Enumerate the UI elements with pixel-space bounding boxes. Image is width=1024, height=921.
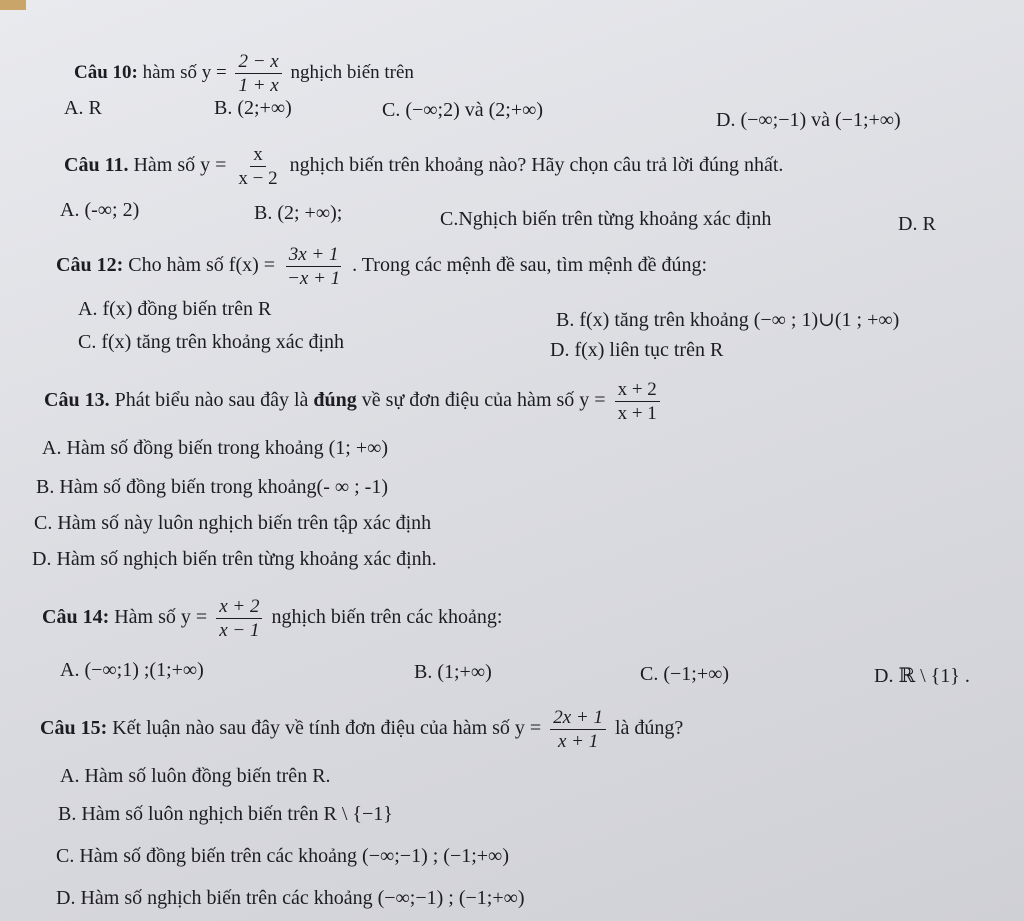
answer-c: C. (−1;+∞) [640,663,730,685]
fraction: $\frac{2 - x}{1 + x}$ [235,52,281,95]
answer-b: B. (2;+∞) [214,97,292,119]
fraction: $\frac{x + 2}{x - 1}$ [216,597,262,640]
answer-d: D. (−∞;−1) và (−1;+∞) [716,109,901,131]
paper-corner [0,0,26,10]
answer-a: A. (-∞; 2) [60,199,140,221]
question-15: Câu 15: Kết luận nào sau đây về tính đơn điệu của hàm số y = $\frac{2x + 1}{x + 1}$ là đúng? [40,707,684,752]
fraction: $\frac{2x + 1}{x + 1}$ [550,708,606,751]
question-12: Câu 12: Cho hàm số f(x) = $\frac{3x + 1}{-x + 1}$ . Trong các mệnh đề sau, tìm mệnh đề đúng: [56,244,708,289]
answer-a: A. f(x) đồng biến trên R [78,298,272,320]
fraction: $\frac{x}{x - 2}$ [238,144,278,189]
answer-c: C. (−∞;2) và (2;+∞) [382,99,544,121]
answer-d: D. R [898,213,936,235]
answer-c: C.Nghịch biến trên từng khoảng xác định [440,208,772,230]
fraction: $\frac{x + 2}{x + 1}$ [615,380,660,423]
answer-a: A. R [64,97,102,119]
answer-b: B. (1;+∞) [414,661,492,683]
answer-a: A. (−∞;1) ;(1;+∞) [60,659,204,681]
answer-d: D. f(x) liên tục trên R [550,339,724,361]
fraction: $\frac{3x + 1}{-x + 1}$ [287,244,341,289]
answer-a: A. Hàm số luôn đồng biến trên R. [60,765,331,787]
question-13: Câu 13. Phát biểu nào sau đây là đúng về sự đơn điệu của hàm số y = $\frac{x + 2}{x + 1}$ [44,380,664,423]
answer-b: B. (2; +∞); [254,202,343,224]
answer-d: D. Hàm số nghịch biến trên các khoảng (−∞;−1) ; (−1;+∞) [56,887,525,909]
answer-d: D. ℝ \ {1} . [874,665,970,687]
answer-c: C. Hàm số đồng biến trên các khoảng (−∞;−1) ; (−1;+∞) [56,845,509,867]
answer-c: C. Hàm số này luôn nghịch biến trên tập xác định [34,512,432,534]
answer-b: B. f(x) tăng trên khoảng (−∞ ; 1)∪(1 ; +∞) [556,309,900,331]
question-11: Câu 11. Hàm số y = $\frac{x}{x - 2}$ nghịch biến trên khoảng nào? Hãy chọn câu trả lời đúng nhất. [64,144,784,189]
answer-b: B. Hàm số luôn nghịch biến trên R \ {−1} [58,803,393,825]
question-14: Câu 14: Hàm số y = $\frac{x + 2}{x - 1}$ nghịch biến trên các khoảng: [42,596,503,641]
question-10: Câu 10: hàm số y = $\frac{2 - x}{1 + x}$ nghịch biến trên [74,51,414,96]
answer-b: B. Hàm số đồng biến trong khoảng(- ∞ ; -1) [36,476,388,498]
answer-a: A. Hàm số đồng biến trong khoảng (1; +∞) [42,437,389,459]
answer-c: C. f(x) tăng trên khoảng xác định [78,331,345,353]
answer-d: D. Hàm số nghịch biến trên từng khoảng xác định. [32,548,437,570]
